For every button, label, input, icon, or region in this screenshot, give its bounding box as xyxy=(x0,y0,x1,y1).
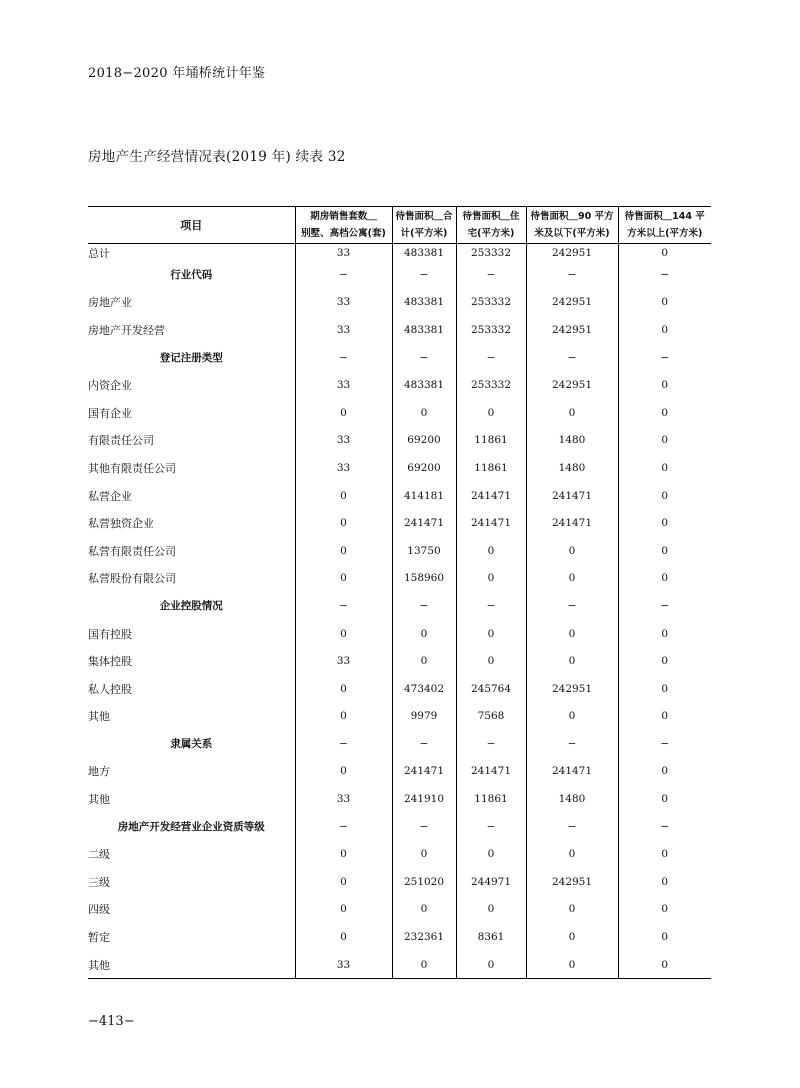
cell-value: − xyxy=(392,261,456,289)
table-row xyxy=(88,509,711,537)
table-header xyxy=(88,207,711,244)
row-label: 其他有限责任公司 xyxy=(88,461,176,475)
cell-value: 0 xyxy=(456,620,526,648)
cell-value: 414181 xyxy=(392,482,456,510)
cell-value: 0 xyxy=(295,509,392,537)
cell-value: 0 xyxy=(618,951,711,979)
cell-value: 242951 xyxy=(526,289,618,317)
cell-value: − xyxy=(295,730,392,758)
cell-value: 0 xyxy=(456,896,526,924)
cell-value: 1480 xyxy=(526,427,618,455)
table-row xyxy=(88,316,711,344)
cell-value: 242951 xyxy=(526,316,618,344)
cell-value: 69200 xyxy=(392,427,456,455)
table-row xyxy=(88,454,711,482)
cell-value: 0 xyxy=(526,647,618,675)
cell-value: 8361 xyxy=(456,923,526,951)
row-label: 总计 xyxy=(88,246,110,260)
table-row xyxy=(88,758,711,786)
table-row xyxy=(88,427,711,455)
cell-value: 242951 xyxy=(526,868,618,896)
cell-value: − xyxy=(526,730,618,758)
cell-value: 242951 xyxy=(526,244,618,262)
cell-value: 0 xyxy=(526,896,618,924)
cell-value: 0 xyxy=(618,399,711,427)
row-label: 二级 xyxy=(88,848,110,862)
cell-value: − xyxy=(392,730,456,758)
cell-value: 242951 xyxy=(526,371,618,399)
column-header-line: 待售面积＿90 平方 xyxy=(530,211,614,222)
cell-value: 0 xyxy=(392,620,456,648)
cell-value: 473402 xyxy=(392,675,456,703)
cell-value: − xyxy=(526,261,618,289)
column-header-line: 期房销售套数＿ xyxy=(310,211,377,222)
cell-value: 0 xyxy=(618,703,711,731)
cell-value: 253332 xyxy=(456,316,526,344)
cell-value: 33 xyxy=(295,454,392,482)
cell-value: 33 xyxy=(295,244,392,262)
column-header-4 xyxy=(526,207,618,244)
cell-value: 0 xyxy=(295,868,392,896)
cell-value: 0 xyxy=(456,647,526,675)
cell-value: 0 xyxy=(392,840,456,868)
cell-value: 483381 xyxy=(392,371,456,399)
row-label: 集体控股 xyxy=(88,655,132,669)
cell-value: − xyxy=(392,813,456,841)
row-label: 国有企业 xyxy=(88,406,132,420)
table-row xyxy=(88,482,711,510)
cell-value: 0 xyxy=(295,675,392,703)
cell-value: 483381 xyxy=(392,244,456,262)
column-header-5 xyxy=(618,207,711,244)
cell-value: 241471 xyxy=(456,758,526,786)
cell-value: − xyxy=(618,813,711,841)
table-row xyxy=(88,785,711,813)
cell-value: 244971 xyxy=(456,868,526,896)
cell-value: 0 xyxy=(618,289,711,317)
cell-value: 0 xyxy=(618,537,711,565)
row-label: 私营企业 xyxy=(88,489,132,503)
cell-value: 11861 xyxy=(456,454,526,482)
table-title: 房地产生产经营情况表(2019 年) 续表 32 xyxy=(88,149,346,165)
section-row xyxy=(88,344,711,372)
cell-value: 13750 xyxy=(392,537,456,565)
page-number: −413− xyxy=(88,1014,135,1029)
section-label: 登记注册类型 xyxy=(159,352,223,365)
cell-value: 0 xyxy=(392,647,456,675)
row-label: 私人控股 xyxy=(88,682,132,696)
table-row xyxy=(88,537,711,565)
row-label: 房地产开发经营 xyxy=(88,323,165,337)
cell-value: 253332 xyxy=(456,244,526,262)
cell-value: 0 xyxy=(618,840,711,868)
cell-value: − xyxy=(456,592,526,620)
cell-value: 0 xyxy=(295,620,392,648)
column-header-line: 待售面积＿144 平 xyxy=(624,211,705,222)
cell-value: 33 xyxy=(295,289,392,317)
cell-value: 0 xyxy=(526,565,618,593)
cell-value: 33 xyxy=(295,316,392,344)
cell-value: 69200 xyxy=(392,454,456,482)
row-label: 暂定 xyxy=(88,931,110,945)
cell-value: 0 xyxy=(456,537,526,565)
row-label: 私营独资企业 xyxy=(88,517,154,531)
table-row xyxy=(88,565,711,593)
cell-value: − xyxy=(618,730,711,758)
cell-value: 232361 xyxy=(392,923,456,951)
table-row xyxy=(88,703,711,731)
cell-value: 0 xyxy=(392,896,456,924)
row-label: 国有控股 xyxy=(88,627,132,641)
cell-value: 0 xyxy=(618,785,711,813)
cell-value: 0 xyxy=(618,482,711,510)
column-header-1 xyxy=(295,207,392,244)
cell-value: 0 xyxy=(618,371,711,399)
column-header-line: 待售面积＿合 xyxy=(395,211,453,222)
cell-value: 33 xyxy=(295,951,392,979)
cell-value: − xyxy=(526,813,618,841)
cell-value: 241471 xyxy=(456,482,526,510)
cell-value: 0 xyxy=(618,868,711,896)
cell-value: 0 xyxy=(456,840,526,868)
cell-value: 483381 xyxy=(392,289,456,317)
cell-value: 483381 xyxy=(392,316,456,344)
cell-value: 0 xyxy=(618,620,711,648)
cell-value: − xyxy=(618,344,711,372)
cell-value: 0 xyxy=(618,565,711,593)
cell-value: 253332 xyxy=(456,371,526,399)
section-row xyxy=(88,592,711,620)
table-row xyxy=(88,647,711,675)
table-row xyxy=(88,951,711,979)
cell-value: 0 xyxy=(456,399,526,427)
column-header-3 xyxy=(456,207,526,244)
cell-value: 245764 xyxy=(456,675,526,703)
row-label: 私营股份有限公司 xyxy=(88,572,176,586)
row-label: 三级 xyxy=(88,875,110,889)
cell-value: 33 xyxy=(295,785,392,813)
cell-value: 0 xyxy=(295,923,392,951)
cell-value: 242951 xyxy=(526,675,618,703)
cell-value: 0 xyxy=(618,758,711,786)
table-row xyxy=(88,896,711,924)
cell-value: − xyxy=(392,344,456,372)
cell-value: 241471 xyxy=(392,509,456,537)
cell-value: 33 xyxy=(295,647,392,675)
cell-value: 0 xyxy=(618,675,711,703)
section-label: 行业代码 xyxy=(170,269,213,282)
column-header-line: 宅(平方米) xyxy=(467,228,515,239)
column-header-2 xyxy=(392,207,456,244)
cell-value: 158960 xyxy=(392,565,456,593)
cell-value: 0 xyxy=(618,454,711,482)
running-header: 2018−2020 年埇桥统计年鉴 xyxy=(88,66,266,81)
cell-value: 253332 xyxy=(456,289,526,317)
section-label: 企业控股情况 xyxy=(159,600,223,613)
cell-value: 241471 xyxy=(526,482,618,510)
cell-value: − xyxy=(295,261,392,289)
cell-value: − xyxy=(392,592,456,620)
cell-value: 0 xyxy=(295,482,392,510)
cell-value: − xyxy=(295,813,392,841)
cell-value: − xyxy=(618,592,711,620)
table-row xyxy=(88,675,711,703)
cell-value: 0 xyxy=(392,951,456,979)
section-row xyxy=(88,813,711,841)
cell-value: 0 xyxy=(618,509,711,537)
cell-value: 0 xyxy=(295,840,392,868)
column-header-0 xyxy=(88,207,295,244)
cell-value: 0 xyxy=(526,840,618,868)
cell-value: − xyxy=(526,344,618,372)
table-row xyxy=(88,840,711,868)
cell-value: 0 xyxy=(526,951,618,979)
cell-value: 1480 xyxy=(526,785,618,813)
cell-value: 1480 xyxy=(526,454,618,482)
cell-value: 251020 xyxy=(392,868,456,896)
cell-value: 0 xyxy=(618,244,711,262)
cell-value: 0 xyxy=(526,620,618,648)
row-label: 私营有限责任公司 xyxy=(88,544,176,558)
table-row xyxy=(88,620,711,648)
header-row xyxy=(88,207,711,244)
table-body xyxy=(88,244,711,979)
row-label: 内资企业 xyxy=(88,379,132,393)
column-header-line: 计(平方米) xyxy=(400,228,448,239)
cell-value: 33 xyxy=(295,371,392,399)
cell-value: 241471 xyxy=(526,509,618,537)
cell-value: 241471 xyxy=(392,758,456,786)
cell-value: 0 xyxy=(526,923,618,951)
section-label: 隶属关系 xyxy=(170,738,213,751)
row-label: 其他 xyxy=(88,958,110,972)
statistics-table xyxy=(88,206,711,979)
cell-value: 0 xyxy=(295,565,392,593)
cell-value: 0 xyxy=(295,537,392,565)
row-label: 四级 xyxy=(88,903,110,917)
cell-value: 0 xyxy=(526,537,618,565)
cell-value: 11861 xyxy=(456,427,526,455)
cell-value: − xyxy=(456,261,526,289)
cell-value: 0 xyxy=(526,399,618,427)
cell-value: 241910 xyxy=(392,785,456,813)
cell-value: 7568 xyxy=(456,703,526,731)
section-row xyxy=(88,261,711,289)
cell-value: 0 xyxy=(392,399,456,427)
cell-value: 11861 xyxy=(456,785,526,813)
cell-value: 241471 xyxy=(526,758,618,786)
table-row xyxy=(88,289,711,317)
column-header-line: 方米以上(平方米) xyxy=(627,228,703,239)
row-label: 房地产业 xyxy=(88,296,132,310)
cell-value: 0 xyxy=(295,896,392,924)
row-label: 其他 xyxy=(88,793,110,807)
column-header-line: 米及以下(平方米) xyxy=(534,228,610,239)
cell-value: 0 xyxy=(456,951,526,979)
cell-value: − xyxy=(456,730,526,758)
column-header-line: 别墅、高档公寓(套) xyxy=(301,228,386,239)
table-row xyxy=(88,923,711,951)
table-row xyxy=(88,244,711,262)
table-row xyxy=(88,868,711,896)
cell-value: 0 xyxy=(295,758,392,786)
cell-value: 0 xyxy=(526,703,618,731)
cell-value: 241471 xyxy=(456,509,526,537)
cell-value: 33 xyxy=(295,427,392,455)
cell-value: − xyxy=(456,344,526,372)
row-label: 有限责任公司 xyxy=(88,434,154,448)
cell-value: 0 xyxy=(295,399,392,427)
cell-value: 9979 xyxy=(392,703,456,731)
cell-value: 0 xyxy=(618,923,711,951)
cell-value: 0 xyxy=(456,565,526,593)
row-label: 地方 xyxy=(88,765,110,779)
section-row xyxy=(88,730,711,758)
cell-value: − xyxy=(456,813,526,841)
column-header-line: 项目 xyxy=(180,218,203,232)
section-label: 房地产开发经营业企业资质等级 xyxy=(117,821,265,834)
cell-value: 0 xyxy=(295,703,392,731)
row-label: 其他 xyxy=(88,710,110,724)
cell-value: − xyxy=(295,592,392,620)
cell-value: 0 xyxy=(618,896,711,924)
column-header-line: 待售面积＿住 xyxy=(462,211,520,222)
cell-value: 0 xyxy=(618,316,711,344)
table-row xyxy=(88,399,711,427)
cell-value: 0 xyxy=(618,647,711,675)
cell-value: − xyxy=(295,344,392,372)
cell-value: − xyxy=(618,261,711,289)
table-row xyxy=(88,371,711,399)
cell-value: − xyxy=(526,592,618,620)
cell-value: 0 xyxy=(618,427,711,455)
